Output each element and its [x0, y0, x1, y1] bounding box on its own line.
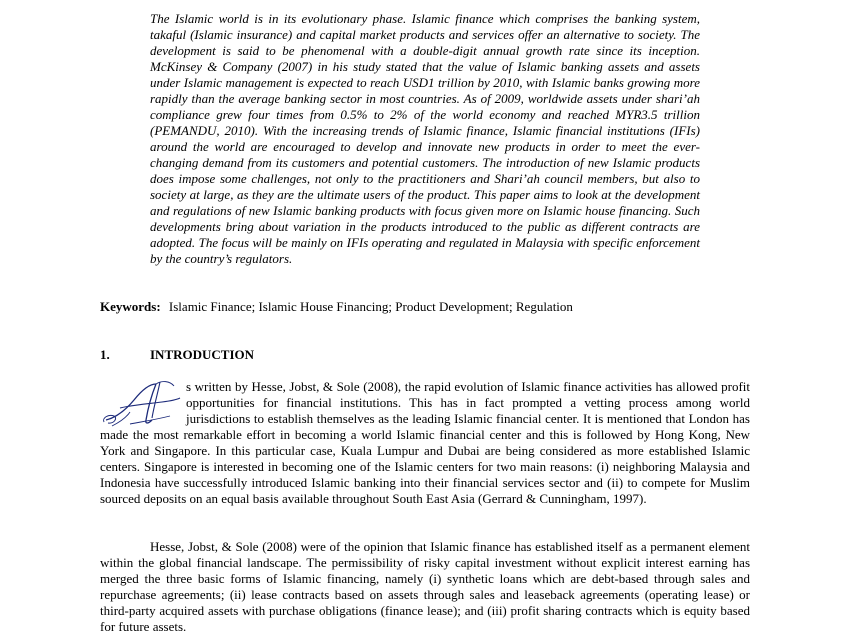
section-heading-introduction	[100, 347, 254, 363]
section-title: INTRODUCTION	[150, 347, 255, 362]
intro-paragraph-1-text: s written by Hesse, Jobst, & Sole (2008), the rapid evolution of Islamic finance activities has allowed profit opportunities for financial institutions. This has in fact prompted a vetting process among world jurisdictions to establish themselves as the leading Islamic financial center. It is mentioned that London has made the most remarkable effort in becoming a world Islamic financial center and this is followed by Hong Kong, New York and Singapore. In this particular case, Kuala Lumpur and Dubai are being considered as more established Islamic centers. Singapore is interested in becoming one of the Islamic centers for two main reasons: (i) neighboring Malaysia and Indonesia have successfully introduced Islamic banking into their financial services sector and (ii) to compete for Muslim sourced deposits on an equal basis available throughout South East Asia (Gerrard & Cunningham, 1997).	[100, 379, 750, 506]
intro-paragraph-1	[100, 379, 750, 507]
section-number: 1.	[100, 347, 110, 362]
intro-paragraph-2: Hesse, Jobst, & Sole (2008) were of the opinion that Islamic finance has established itself as a permanent element within the global financial landscape. The permissibility of risky capital investment without explicit interest earning has merged the three basic forms of Islamic financing, namely (i) synthetic loans which are debt-based through sales and repurchase agreements; (ii) lease contracts based on assets through sales and leaseback agreements (operating lease) or third-party acquired assets with purchase obligations (finance lease); and (iii) profit sharing contracts which is equity based for future assets.	[100, 539, 750, 634]
svg-text:A: A	[130, 418, 131, 419]
keywords-label: Keywords:	[100, 299, 161, 314]
decorative-dropcap	[100, 379, 182, 427]
keywords-value: Islamic Finance; Islamic House Financing; Product Development; Regulation	[168, 299, 573, 314]
abstract-paragraph: The Islamic world is in its evolutionary phase. Islamic finance which comprises the banking system, takaful (Islamic insurance) and capital market products and services offer an alternative to society. The development is said to be phenomenal with a double-digit annual growth rate since its inception. McKinsey & Company (2007) in his study stated that the value of Islamic banking assets and assets under Islamic management is expected to reach USD1 trillion by 2010, with Islamic banks growing more rapidly than the average banking sector in most countries. As of 2009, worldwide assets under shari’ah compliance grew four times from 0.5% to 2% of the world economy and reached MYR3.5 trillion (PEMANDU, 2010). With the increasing trends of Islamic finance, Islamic financial institutions (IFIs) around the world are encouraged to develop and innovate new products in order to meet the ever-changing demand from its customers and potential customers. The introduction of new Islamic products does impose some challenges, not only to the practitioners and Shari’ah council members, but also to society at large, as they are the ultimate users of the product. This paper aims to look at the development and regulations of new Islamic banking products with focus given more on Islamic house financing. Such developments bring about variation in the products introduced to the public as different contracts are adopted. The focus will be mainly on IFIs operating and regulated in Malaysia with specific enforcement by the country’s regulators.	[150, 11, 700, 266]
keywords-line	[100, 299, 750, 315]
dropcap-a-icon	[100, 378, 182, 428]
